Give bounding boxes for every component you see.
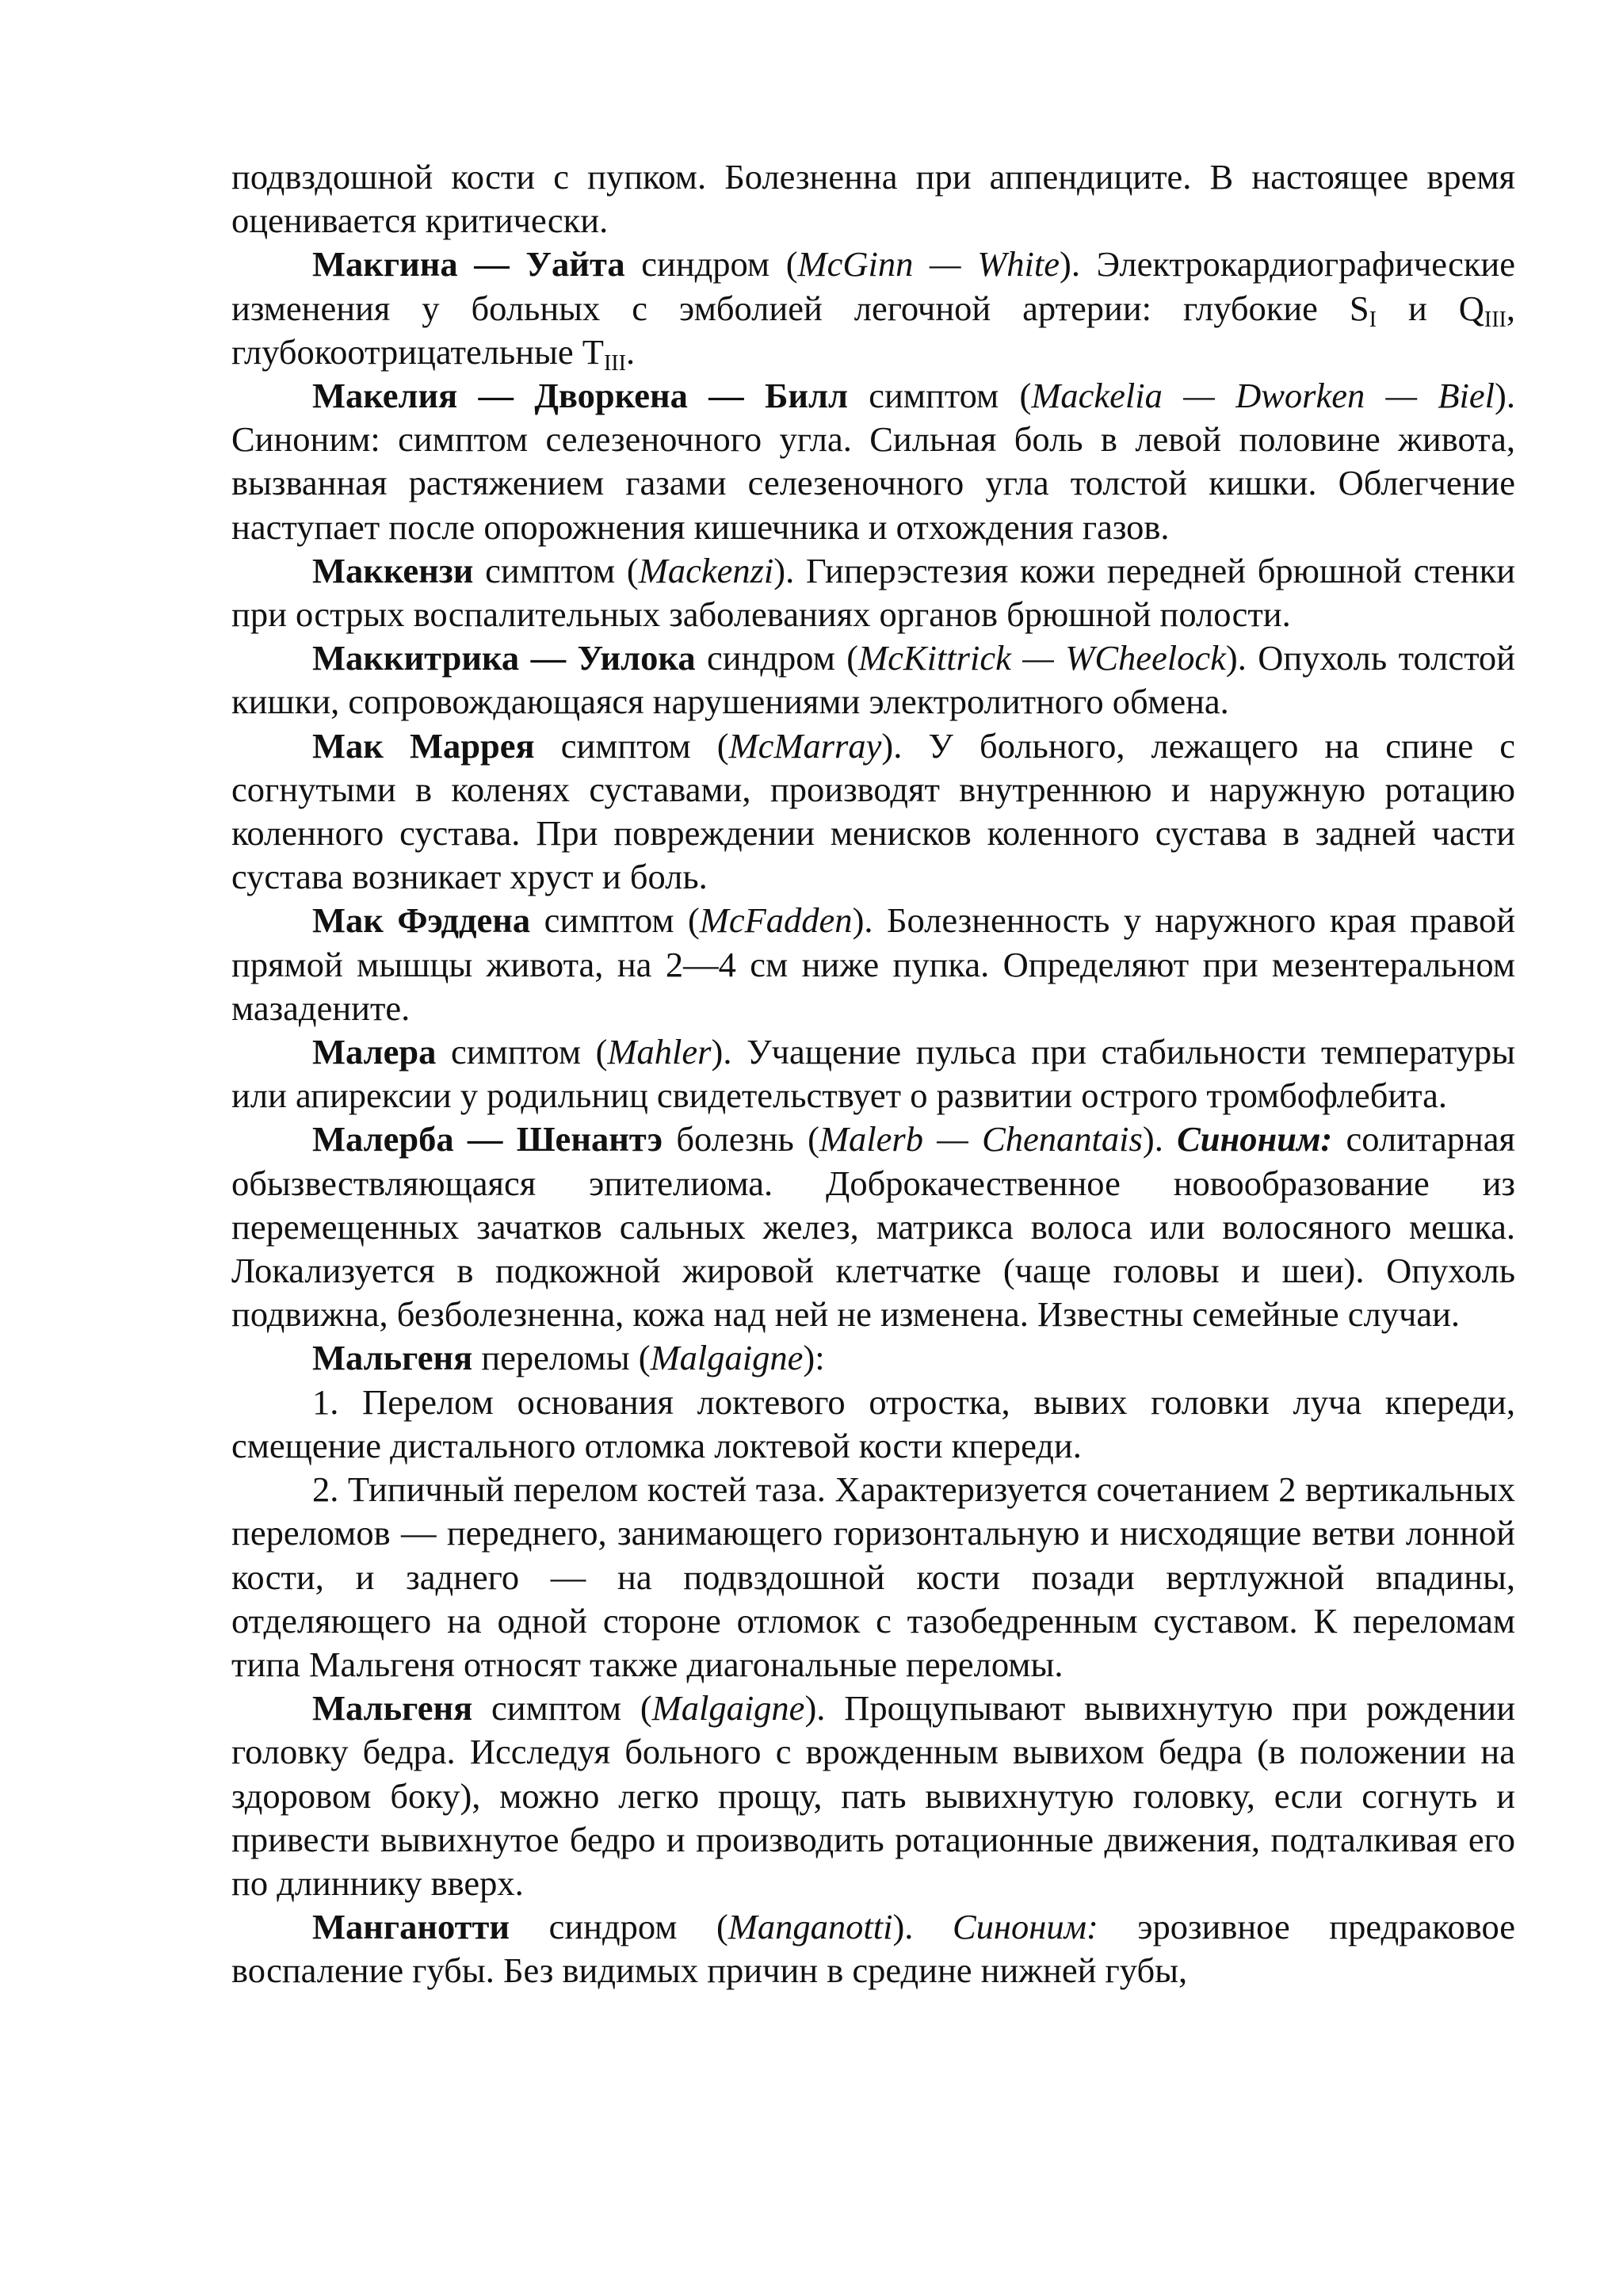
entry-mcginn-white: Макгина — Уайта синдром (McGinn — White). Электрокардиографические изменения у больных с эмболией легочной артерии: глубокие $S_I$ и $Q_{III}$, глубокоотрицательные $T_{III}$.: [231, 244, 1516, 376]
entry-latin: McKittrick — WCheelock: [858, 638, 1226, 678]
entry-kind: симптом: [560, 725, 691, 766]
entry-description: . Электрокардиографические изменения у больных с эмболией легочной артерии: глубокие S: [231, 244, 1516, 328]
entry-latin: Mackelia — Dworken — Biel: [1031, 376, 1495, 416]
entry-latin: Manganotti: [727, 1907, 893, 1947]
entry-term: Маккитрика — Уилока: [312, 638, 696, 678]
entry-latin: Malgaigne: [650, 1338, 804, 1378]
entry-term: Манганотти: [312, 1907, 510, 1947]
entry-term: Малерба — Шенантэ: [312, 1119, 663, 1159]
entry-kind: болезнь: [676, 1119, 794, 1159]
entry-mcmarray: Мак Маррея симптом (McMarray). У больного, лежащего на спине с согнутыми в коленях суставами, производят внутреннюю и наружную ротацию коленного сустава. При повреждении менисков коленного сустава в задней части сустава возникает хруст и боль.: [231, 725, 1515, 897]
entry-term: Мак Фэддена: [312, 900, 531, 941]
entry-term: Макелия — Дворкена — Билл: [312, 376, 848, 416]
entry-term: Макгина — Уайта: [312, 244, 625, 285]
continuation-paragraph: [231, 155, 1515, 243]
subscript: I: [1369, 307, 1377, 332]
list-item-text: 2. Типичный перелом костей таза. Характеризуется сочетанием 2 вертикальных переломов — переднего, занимающего горизонтальную и нисходящие ветви лонной кости, и заднего — на подвздошной кости позади вертлужной впадины, отделяющего на одной стороне отломок с тазобедренным суставом. К переломам типа Мальгеня относят также диагональные переломы.: [231, 1469, 1515, 1684]
entry-manganotti: Манганотти синдром (Manganotti). Синоним: эрозивное предраковое воспаление губы. Без видимых причин в средине нижней губы,: [231, 1907, 1515, 1991]
synonym-label: Синоним:: [952, 1907, 1098, 1947]
entry-latin: McGinn — White: [797, 244, 1060, 285]
entry-description: . Учащение пульса при стабильности температуры или апирексии у родильниц свидетельствует о развитии острого тромбофлебита.: [231, 1032, 1515, 1116]
list-item: [231, 1381, 1515, 1468]
entry-kind: симптом: [869, 376, 999, 416]
entry-kind: симптом: [491, 1688, 622, 1729]
paragraph-text: подвздошной кости с пупком. Болезненна при аппендиците. В настоящее время оценивается критически.: [231, 157, 1515, 241]
entry-description: . Болезненность у наружного края правой прямой мышцы живота, на 2—4 см ниже пупка. Определяют при мезентеральном мазадените.: [231, 900, 1516, 1028]
entry-description: . У больного, лежащего на спине с согнутыми в коленях суставами, производят внутреннюю и наружную ротацию коленного сустава. При повреждении менисков коленного сустава в задней части сустава возникает хруст и боль.: [231, 725, 1515, 897]
entry-description: :: [815, 1338, 825, 1378]
entry-description: солитарная обызвествляющаяся эпителиома. Доброкачественное новообразование из перемещенных зачатков сальных желез, матрикса волоса или волосяного мешка. Локализуется в подкожной жировой клетчатке (чаще головы и шеи). Опухоль подвижна, безболезненна, кожа над ней не изменена. Известны семейные случаи.: [231, 1119, 1516, 1335]
entry-description: . Опухоль толстой кишки, сопровождающаяся нарушениями электролитного обмена.: [231, 638, 1515, 722]
entry-term: Мальгеня: [312, 1338, 473, 1378]
entry-description: эрозивное предраковое воспаление губы. Без видимых причин в средине нижней губы,: [231, 1907, 1515, 1991]
entry-mckittrick: Маккитрика — Уилока синдром (McKittrick — WCheelock). Опухоль толстой кишки, сопровождающаяся нарушениями электролитного обмена.: [231, 638, 1515, 722]
entry-description: , глубокоотрицательные T: [231, 288, 1515, 372]
entry-mahler: Малера симптом (Mahler). Учащение пульса при стабильности температуры или апирексии у родильниц свидетельствует о развитии острого тромбофлебита.: [231, 1032, 1515, 1116]
entry-kind: синдром: [707, 638, 835, 678]
entry-term: Маккензи: [312, 550, 474, 590]
entry-term: Мальгеня: [312, 1688, 473, 1729]
entry-mcfadden: Мак Фэддена симптом (McFadden). Болезненность у наружного края правой прямой мышцы живота, на 2—4 см ниже пупка. Определяют при мезентеральном мазадените.: [231, 900, 1516, 1028]
entry-mackelia: Макелия — Дворкена — Билл симптом (Mackelia — Dworken — Biel). Синоним: симптом селезеночного угла. Сильная боль в левой половине живота, вызванная растяжением газами селезеночного угла толстой кишки. Облегчение наступает после опорожнения кишечника и отхождения газов.: [231, 376, 1515, 547]
entry-latin: McMarray: [728, 725, 882, 766]
entry-latin: McFadden: [699, 900, 853, 941]
entry-malgaigne-symptom: Мальгеня симптом (Malgaigne). Прощупывают вывихнутую при рождении головку бедра. Исследуя больного с врожденным вывихом бедра (в положении на здоровом боку), можно легко прощу, пать вывихнутую головку, если согнуть и привести вывихнутое бедро и производить ротационные движения, подталкивая его по длиннику вверх.: [231, 1688, 1516, 1903]
subscript: III: [1484, 307, 1507, 332]
entry-malerb: Малерба — Шенантэ болезнь (Malerb — Chenantais). Синоним: солитарная обызвествляющаяся эпителиома. Доброкачественное новообразование из перемещенных зачатков сальных желез, матрикса волоса или волосяного мешка. Локализуется в подкожной жировой клетчатке (чаще головы и шеи). Опухоль подвижна, безболезненна, кожа над ней не изменена. Известны семейные случаи.: [231, 1119, 1516, 1335]
document-page: [231, 155, 1515, 1993]
entry-kind: синдром: [641, 244, 770, 285]
entry-description: .: [625, 331, 636, 372]
list-item-text: 1. Перелом основания локтевого отростка, вывих головки луча кпереди, смещение дистального отломка локтевой кости кпереди.: [231, 1381, 1515, 1465]
entry-latin: Mackenzi: [638, 550, 774, 590]
entry-latin: Malgaigne: [651, 1688, 805, 1729]
entry-kind: симптом: [544, 900, 674, 941]
entry-kind: симптом: [485, 550, 616, 590]
entry-malgaigne-fractures: Мальгеня переломы (Malgaigne):: [312, 1338, 825, 1378]
entry-kind: переломы: [481, 1338, 630, 1378]
entry-punctuation: .: [1154, 1119, 1178, 1159]
entry-kind: симптом: [451, 1032, 581, 1072]
entry-term: Малера: [312, 1032, 437, 1072]
synonym-label: Синоним:: [1177, 1119, 1333, 1159]
entry-latin: Mahler: [607, 1032, 712, 1072]
entry-punctuation: .: [904, 1907, 953, 1947]
subscript: III: [603, 350, 626, 376]
list-item: [231, 1468, 1515, 1687]
entry-description: . Прощупывают вывихнутую при рождении головку бедра. Исследуя больного с врожденным вывихом бедра (в положении на здоровом боку), можно легко прощу, пать вывихнутую головку, если согнуть и привести вывихнутое бедро и производить ротационные движения, подталкивая его по длиннику вверх.: [231, 1688, 1516, 1903]
entry-kind: синдром: [548, 1907, 678, 1947]
entry-latin: Malerb — Chenantais: [819, 1119, 1143, 1159]
entry-description: . Гиперэстезия кожи передней брюшной стенки при острых воспалительных заболеваниях органов брюшной полости.: [231, 550, 1516, 635]
entry-term: Мак Маррея: [312, 725, 535, 766]
entry-description: и Q: [1376, 288, 1484, 328]
entry-description: . Синоним: симптом селезеночного угла. Сильная боль в левой половине живота, вызванная растяжением газами селезеночного угла толстой кишки. Облегчение наступает после опорожнения кишечника и отхождения газов.: [231, 376, 1515, 547]
entry-mackenzi: Маккензи симптом (Mackenzi). Гиперэстезия кожи передней брюшной стенки при острых воспалительных заболеваниях органов брюшной полости.: [231, 550, 1516, 635]
